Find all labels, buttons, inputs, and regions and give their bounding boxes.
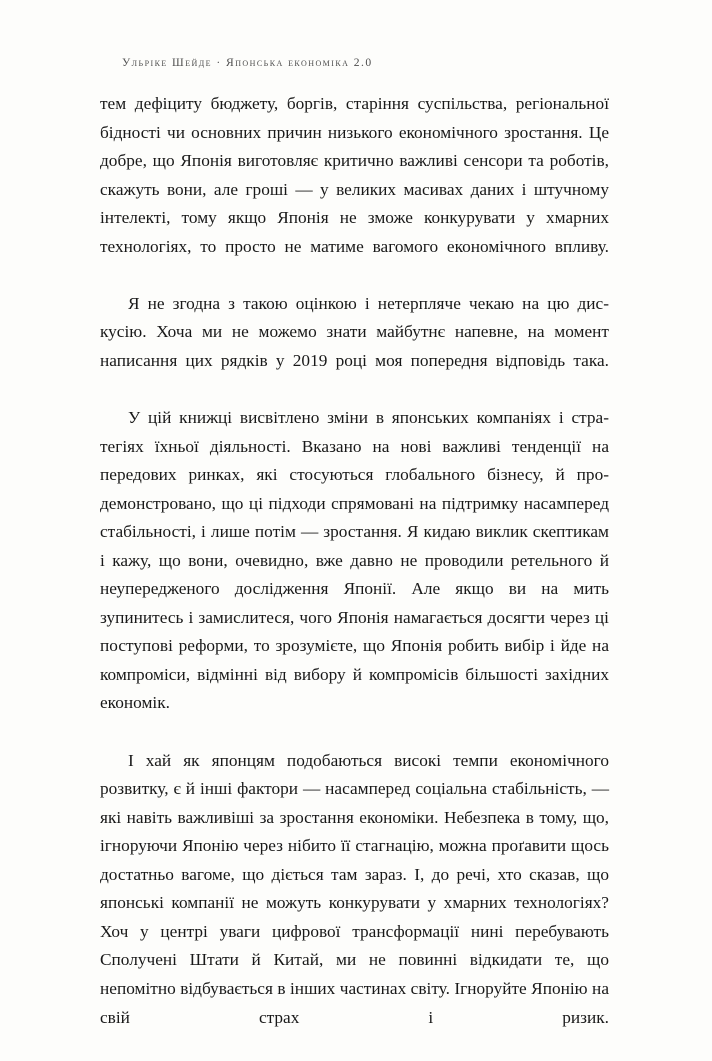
paragraph: І хай як японцям подобаються високі темпи економічного розвитку, є й інші фактори — насамперед соціальна стабільність, — які навіть важливіші за зростання економіки. Небезпека в тому, що, ігноруючи Японію через нібито її стагнацію, можна проґавити щось достатньо вагоме, що діється там зараз. І, до речі, хто сказав, що японські компанії не можуть конкурувати у хмарних технологіях? Хоч у центрі уваги цифрової трансформації нині перебувають Сполучені Штати й Китай, ми не повинні відкидати те, що непомітно відбувається в інших частинах світу. Ігноруйте Японію на свій страх і ризик.	[100, 750, 609, 1027]
running-head: Ульріке Шейде · Японська економіка 2.0	[122, 56, 373, 69]
body-text-block	[100, 90, 609, 1061]
paragraph: тем дефіциту бюджету, боргів, старіння суспільства, регіональної бідності чи основних причин низького економічного зростання. Це добре, що Японія виготовляє критично важливі сенсори та роботів, скажуть вони, але гроші — у великих масивах даних і штучному інтелекті, тому якщо Японія не зможе конкурувати у хмарних технологіях, то просто не матиме вагомого економічного впливу.	[100, 94, 609, 256]
paragraph: Я не згодна з такою оцінкою і нетерпляче чекаю на цю дискусію. Хоча ми не можемо знати майбутнє напевне, на момент написання цих рядків у 2019 році моя попередня відповідь така.	[100, 293, 609, 370]
paragraph: У цій книжці висвітлено зміни в японських компаніях і стратегіях їхньої діяльності. Вказано на нові важливі тенденції на передових ринках, які стосуються глобального бізнесу, й продемонстровано, що ці підходи спрямовані на підтримку насамперед стабільності, і лише потім — зростання. Я кидаю виклик скептикам і кажу, що вони, очевидно, вже давно не проводили ретельного й неупередженого дослідження Японії. Але якщо ви на мить зупинитесь і замислитеся, чого Японія намагається досягти через ці поступові реформи, то зрозумієте, що Японія робить вибір і йде на компроміси, відмінні від вибору й компромісів більшості західних економік.	[100, 408, 609, 713]
